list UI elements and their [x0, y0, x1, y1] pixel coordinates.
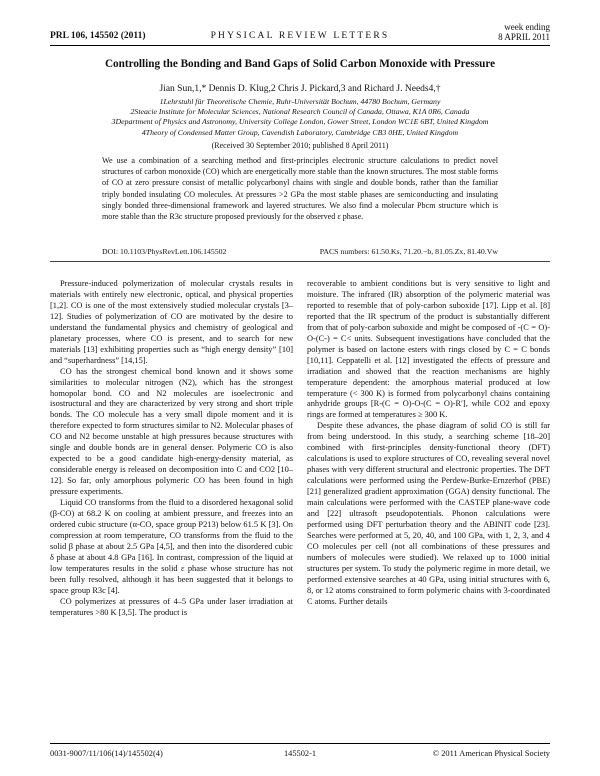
abstract-rule: [50, 261, 550, 262]
body-paragraph: recoverable to ambient conditions but is very sensitive to light and moisture. The infrared (IR) absorption of the polymeric material was reported to resemble that of poly-carbon suboxide [17]. Lipp et al. [8] reported that the IR spectrum of the product is substantially different from that of poly-carbon suboxide and might be composed of -(C = O)-O-(C-) = C< units. Subsequent investigations have concluded that the polymer is based on lactone esters with rings closed by C = C bonds [10,11]. Ceppatelli et al. [12] investigated the effects of pressure and irradiation and showed that the reaction mechanisms are highly temperature dependent: the amorphous material produced at low temperature (< 300 K) is formed from polycarbonyl chains containing anhydride groups [R-(C = O)-O-(C = O)-R′], while CO2 and epoxy rings are formed at temperatures ≥ 300 K.: [307, 279, 550, 420]
footer-rule: [50, 743, 550, 744]
affiliation-3: 3Department of Physics and Astronomy, University College London, Gower Street, London WC1E 6BT, United Kingdom: [111, 117, 489, 127]
doi-pacs-line: [102, 247, 498, 256]
pacs-numbers: PACS numbers: 61.50.Ks, 71.20.−b, 81.05.Zx, 81.40.Vw: [319, 247, 498, 256]
running-header: [50, 22, 550, 44]
doi-link[interactable]: DOI: 10.1103/PhysRevLett.106.145502: [102, 247, 227, 256]
article-code: 0031-9007/11/106(14)/145502(4): [50, 749, 163, 758]
article-title: Controlling the Bonding and Band Gaps of Solid Carbon Monoxide with Pressure: [104, 58, 496, 70]
week-ending-date: 8 APRIL 2011: [498, 32, 550, 42]
affiliation-2: 2Steacie Institute for Molecular Sciences, National Research Council of Canada, Ottawa, K1A 0R6, Canada: [130, 107, 470, 117]
week-ending-label: week ending: [504, 22, 550, 32]
affiliation-1: 1Lehrstuhl für Theoretische Chemie, Ruhr-Universität Bochum, 44780 Bochum, Germany: [159, 97, 441, 106]
body-paragraph: Liquid CO transforms from the fluid to a disordered hexagonal solid (β-CO) at 68.2 K on cooling at ambient pressure, and freezes into an ordered cubic structure (α-CO, space group P213) below 61.5 K [3]. On compression at room temperature, CO transforms from the fluid to the solid β phase at about 2.5 GPa [4,5], and then into the disordered cubic δ phase at about 4.8 GPa [16]. In contrast, compression of the liquid at low temperatures results in the solid ε phase whose structure has not been fully resolved, although it has been suggested that it belongs to space group R3c [4].: [50, 498, 293, 595]
week-ending: [498, 22, 550, 42]
body-paragraph: CO polymerizes at pressures of 4–5 GPa under laser irradiation at temperatures >80 K [3,5]. The product is: [50, 596, 293, 617]
affiliation-4: 4Theory of Condensed Matter Group, Cavendish Laboratory, Cambridge CB3 0HE, United Kingdom: [141, 127, 459, 137]
copyright: © 2011 American Physical Society: [432, 749, 550, 758]
right-column: [307, 279, 550, 608]
body-paragraph: CO has the strongest chemical bond known and it shows some similarities to molecular nitrogen (N2), which has the strongest homopolar bond. CO and N2 molecules are isoelectronic and isostructural and they are characterized by very strong and short triple bonds. The CO molecule has a very small dipole moment and it is therefore expected to form structures similar to N2. Molecular phases of CO and N2 become unstable at high pressures because structures with single and double bonds are in general denser. Polymeric CO is also expected to be a good candidate high-energy-density material, as considerable energy is released on decomposition into C and CO2 [10–12]. So far, only amorphous polymeric CO has been found in high pressure experiments.: [50, 366, 293, 497]
header-rule: [50, 45, 550, 46]
left-column: [50, 279, 293, 619]
page-number: 145502-1: [283, 749, 317, 758]
affiliations: [50, 97, 550, 138]
author-list: Jian Sun,1,* Dennis D. Klug,2 Chris J. Pickard,3 and Richard J. Needs4,†: [159, 84, 441, 94]
received-dates: (Received 30 September 2010; published 8 April 2011): [211, 141, 389, 150]
journal-reference: PRL 106, 145502 (2011): [50, 31, 146, 41]
body-paragraph: Despite these advances, the phase diagram of solid CO is still far from being understood. In this study, a searching scheme [18–20] combined with first-principles density-functional theory (DFT) calculations is used to explore structures of CO, revealing several novel phases with very different structural and electronic properties. The DFT calculations were performed using the Perdew-Burke-Ernzerhof (PBE) [21] generalized gradient approximation (GGA) density functional. The main calculations were performed with the CASTEP plane-wave code and [22] ultrasoft pseudopotentials. Phonon calculations were performed using DFT perturbation theory and the ABINIT code [23]. Searches were performed at 5, 20, 40, and 100 GPa, with 1, 2, 3, and 4 CO molecules per cell (not all combinations of these pressures and numbers of molecules were studied). We relaxed up to 1000 initial structures per system. To study the polymeric regime in more detail, we performed extensive searches at 40 GPa, using initial structures with 6, 8, or 12 atoms constrained to form polymeric chains with 3-coordinated C atoms. Further details: [307, 421, 550, 606]
abstract: We use a combination of a searching method and first-principles electronic structure calculations to predict novel structures of carbon monoxide (CO) which are energetically more stable than the known structures. The most stable forms of CO at zero pressure consist of metallic polycarbonyl chains with single and double bonds, rather than the familiar triply bonded insulating CO molecules. At pressures >2 GPa the most stable phases are semiconducting and insulating singly bonded three-dimensional framework and layered structures. We also find a molecular Pbcm structure which is more stable than the R3c structure proposed previously for the observed ε phase.: [102, 156, 498, 222]
body-paragraph: Pressure-induced polymerization of molecular crystals results in materials with entirely new electronic, optical, and physical properties [1,2]. CO is one of the most extensively studied molecular crystals [3–12]. Studies of polymerization of CO are motivated by the desire to understand the fundamental physics and chemistry of geological and planetary processes, where CO is present, and to search for new materials [13] exhibiting properties such as “high energy density” [10] and “superhardness” [14,15].: [50, 279, 293, 365]
journal-name: PHYSICAL REVIEW LETTERS: [210, 31, 390, 41]
